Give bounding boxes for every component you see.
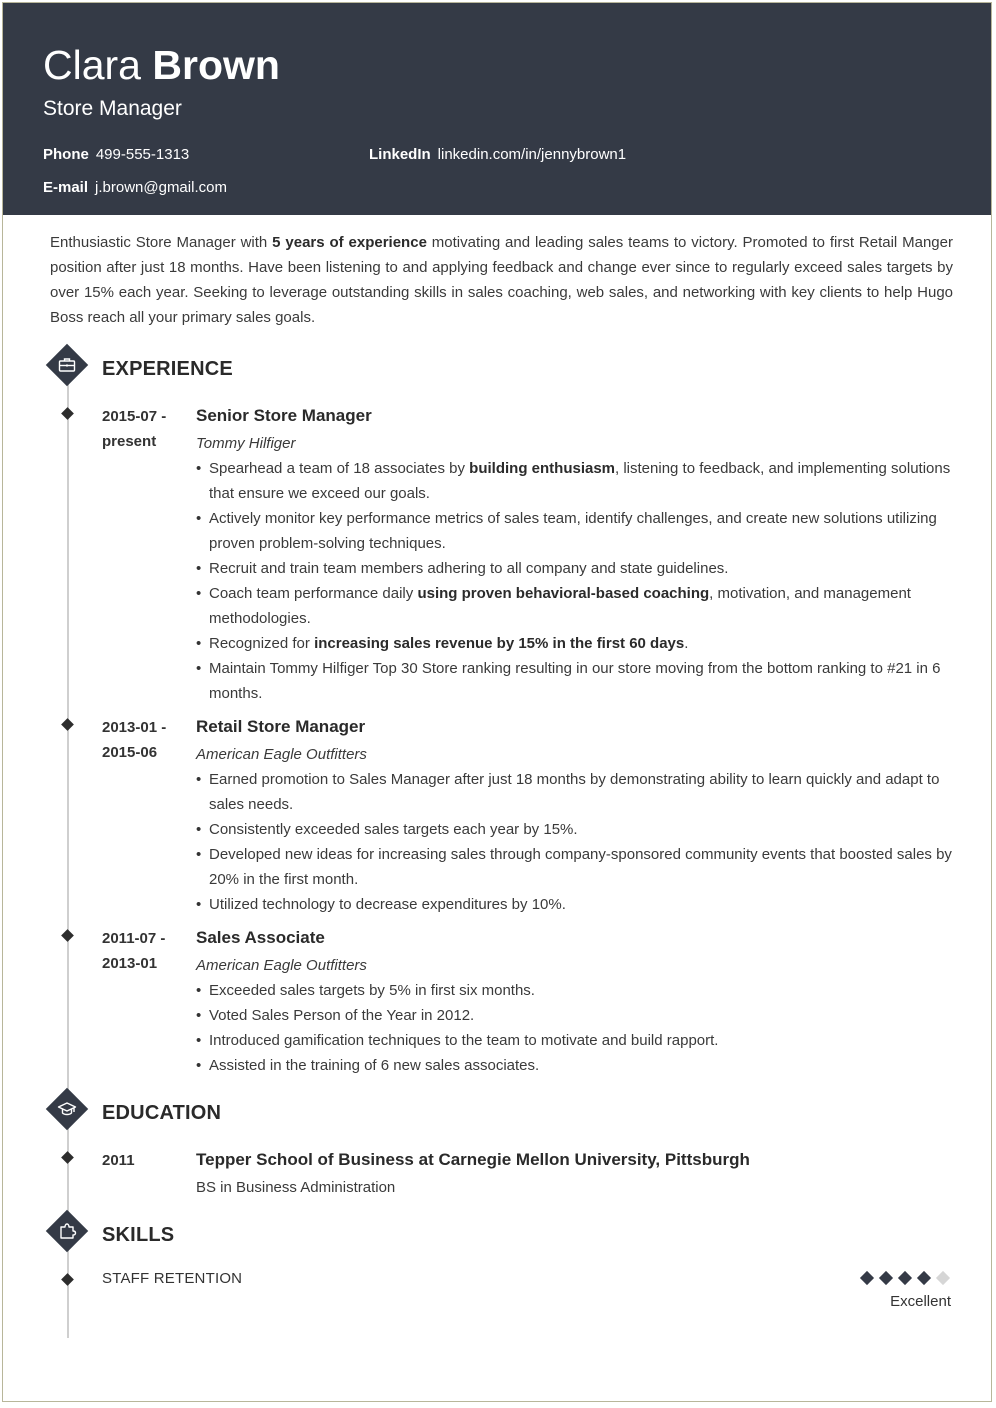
timeline-marker (61, 718, 74, 731)
skill-name: STAFF RETENTION (102, 1270, 243, 1287)
achievement-list (196, 456, 954, 706)
entry-date: 2011 (102, 1152, 135, 1169)
profile-summary: Enthusiastic Store Manager with 5 years of experience motivating and leading sales teams to victory. Promoted to first Retail Manger position after just 18 months. Have been listening to and applying feedback and change ever since to regularly exceed sales targets by over 15% each year. Seeking to leverage outstanding skills in sales coaching, web sales, and networking with key clients to help Hugo Boss reach all your primary sales goals. (50, 234, 953, 326)
list-item: • Maintain Tommy Hilfiger Top 30 Store ranking resulting in our store moving from the bottom ranking to #21 in 6 months. (196, 656, 954, 706)
timeline-line (67, 373, 69, 1338)
experience-entry (102, 404, 954, 706)
skill-level-label: Excellent (890, 1293, 951, 1310)
list-item: • Exceeded sales targets by 5% in first six months. (196, 978, 954, 1003)
rating-diamond-filled (879, 1271, 893, 1285)
briefcase-icon (46, 344, 88, 386)
list-item: • Earned promotion to Sales Manager after just 18 months by demonstrating ability to learn quickly and adapt to sales needs. (196, 767, 954, 817)
contact-label: E-mail (43, 179, 89, 196)
list-item: • Consistently exceeded sales targets each year by 15%. (196, 817, 954, 842)
contact-label: LinkedIn (369, 146, 431, 163)
job-title: Sales Associate (196, 928, 325, 947)
section-title-skills: SKILLS (102, 1224, 175, 1246)
list-item: • Voted Sales Person of the Year in 2012. (196, 1003, 954, 1028)
contact-email (43, 178, 227, 198)
rating-diamond-filled (898, 1271, 912, 1285)
achievement-list (196, 978, 954, 1078)
company-name: American Eagle Outfitters (196, 746, 367, 763)
timeline-marker (61, 407, 74, 420)
achievement-list (196, 767, 954, 917)
resume-page (2, 2, 992, 1402)
school-name: Tepper School of Business at Carnegie Mellon University, Pittsburgh (196, 1150, 750, 1169)
list-item: • Recognized for increasing sales revenue by 15% in the first 60 days. (196, 631, 954, 656)
entry-date: 2011-07 - 2013-01 (102, 930, 166, 972)
graduation-cap-icon (46, 1088, 88, 1130)
list-item: • Coach team performance daily using proven behavioral-based coaching, motivation, and management methodologies. (196, 581, 954, 631)
rating-diamond-empty (936, 1271, 950, 1285)
contact-linkedin (369, 145, 626, 165)
list-item: • Introduced gamification techniques to the team to motivate and build rapport. (196, 1028, 954, 1053)
list-item: • Recruit and train team members adhering to all company and state guidelines. (196, 556, 954, 581)
list-item: • Spearhead a team of 18 associates by building enthusiasm, listening to feedback, and implementing solutions that ensure we exceed our goals. (196, 456, 954, 506)
company-name: American Eagle Outfitters (196, 957, 367, 974)
rating-diamond-filled (860, 1271, 874, 1285)
job-title: Senior Store Manager (196, 406, 372, 425)
job-title: Retail Store Manager (196, 717, 366, 736)
contact-label: Phone (43, 146, 89, 163)
candidate-role: Store Manager (43, 97, 182, 120)
timeline-marker (61, 929, 74, 942)
timeline-marker (61, 1273, 74, 1286)
degree-name: BS in Business Administration (196, 1179, 396, 1196)
contact-phone (43, 145, 189, 165)
company-name: Tommy Hilfiger (196, 435, 296, 452)
experience-entry (102, 926, 954, 1078)
contact-value: 499-555-1313 (95, 146, 190, 163)
resume-header (3, 3, 991, 215)
skill-rating (859, 1271, 951, 1285)
list-item: • Developed new ideas for increasing sales through company-sponsored community events that boosted sales by 20% in the first month. (196, 842, 954, 892)
section-title-education: EDUCATION (102, 1102, 222, 1124)
list-item: • Utilized technology to decrease expenditures by 10%. (196, 892, 954, 917)
rating-diamond-filled (917, 1271, 931, 1285)
last-name: Brown (152, 42, 280, 88)
candidate-name (43, 41, 951, 89)
experience-entry (102, 715, 954, 917)
entry-date: 2015-07 - present (102, 408, 167, 450)
entry-date: 2013-01 - 2015-06 (102, 719, 167, 761)
section-title-experience: EXPERIENCE (102, 358, 233, 380)
education-entry (102, 1148, 954, 1200)
list-item: • Assisted in the training of 6 new sales associates. (196, 1053, 954, 1078)
puzzle-icon (46, 1210, 88, 1252)
first-name: Clara (43, 42, 141, 88)
timeline-marker (61, 1151, 74, 1164)
contact-value[interactable]: j.brown@gmail.com (95, 179, 227, 196)
contact-value[interactable]: linkedin.com/in/jennybrown1 (437, 146, 627, 163)
list-item: • Actively monitor key performance metrics of sales team, identify challenges, and create new solutions utilizing proven problem-solving techniques. (196, 506, 954, 556)
